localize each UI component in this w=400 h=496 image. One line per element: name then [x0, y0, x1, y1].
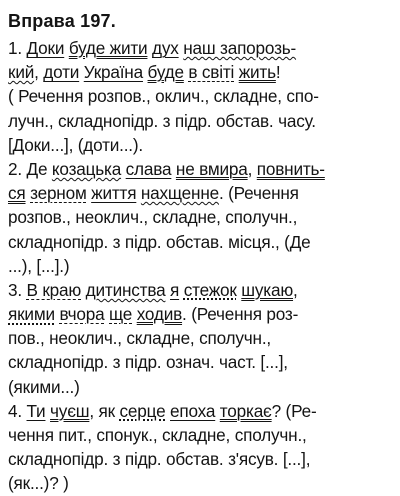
underlined-word: Україна [83, 62, 143, 83]
text-line [8, 36, 394, 60]
underlined-word: ся [8, 183, 26, 204]
underlined-word: наш запорозь- [183, 38, 297, 58]
underlined-word: Доки [26, 38, 65, 58]
text-line [8, 181, 394, 205]
text-run: ( Речення розпов., оклич., складне, спо- [8, 86, 319, 107]
text-line [8, 133, 394, 157]
underlined-word: зерном [30, 183, 87, 204]
text-run: 3. [8, 279, 27, 300]
text-line [8, 230, 394, 254]
text-run: складнопідр. з підр. обстав. з'ясув. [...], [8, 449, 311, 470]
text-line [8, 109, 394, 133]
text-run: (як...)? ) [8, 473, 69, 494]
underlined-word: буде [147, 62, 184, 83]
text-line [8, 423, 394, 447]
underlined-word: я [170, 279, 180, 300]
text-run: , [34, 62, 44, 83]
underlined-word: серце [119, 400, 166, 421]
text-line [8, 205, 394, 229]
sentence-item-3 [8, 278, 394, 399]
underlined-word: не вмира [175, 158, 248, 179]
underlined-word: вчора [59, 304, 105, 325]
text-run: [Доки...], (доти...). [8, 134, 143, 155]
underlined-word: чуєш [50, 400, 90, 421]
text-run: лучн., складнопідр. з підр. обстав. часу. [8, 110, 316, 131]
sentence-item-1 [8, 36, 394, 157]
text-run: ? (Ре- [271, 400, 317, 421]
text-run: (якими...) [8, 376, 80, 397]
text-line [8, 447, 394, 471]
text-run: , [293, 279, 298, 300]
underlined-word: шукаю [241, 279, 294, 300]
text-line [8, 157, 394, 181]
text-line [8, 399, 394, 423]
text-run: . (Речення [218, 183, 299, 204]
text-run: складнопідр. з підр. обстав. місця., (Де [8, 231, 311, 252]
underlined-word: кий [8, 62, 35, 83]
text-run: ...), [...].) [8, 255, 70, 276]
text-run: , як [89, 400, 120, 421]
text-run: складнопідр. з підр. означ. част. [...], [8, 352, 288, 373]
text-line [8, 375, 394, 399]
underlined-word: епоха [170, 400, 216, 421]
text-run: чення пит., спонук., складне, сполучн., [8, 425, 307, 445]
text-run: . (Речення роз- [182, 304, 299, 325]
text-line [8, 254, 394, 278]
underlined-word: В краю [26, 279, 82, 300]
exercise-items [8, 36, 394, 496]
text-line [8, 471, 394, 495]
underlined-word: стежок [183, 279, 237, 300]
underlined-word: доти [43, 62, 80, 83]
sentence-item-4 [8, 399, 394, 496]
text-run: ! [275, 62, 281, 83]
text-line [8, 326, 394, 350]
underlined-word: дух [152, 38, 179, 58]
underlined-word: ще [109, 304, 133, 325]
underlined-word: в світі [188, 62, 235, 83]
sentence-item-2 [8, 157, 394, 278]
underlined-word: торкає [219, 400, 272, 421]
underlined-word: козацька [51, 158, 122, 179]
underlined-word: якими [8, 304, 55, 325]
underlined-word: буде жити [68, 38, 148, 58]
text-line [8, 278, 394, 302]
underlined-word: дитинства [85, 279, 166, 300]
text-run: пов., неоклич., складне, сполучн., [8, 328, 271, 349]
underlined-word: жить [238, 62, 276, 83]
text-line [8, 84, 394, 108]
text-line [8, 302, 394, 326]
text-line [8, 60, 394, 84]
underlined-word: слава [125, 158, 172, 179]
text-run: , [247, 158, 257, 179]
underlined-word: Ти [26, 400, 46, 421]
text-run: 4. [8, 400, 27, 421]
exercise-title: Вправа 197. [8, 11, 116, 31]
text-run: 1. [8, 38, 27, 58]
text-line [8, 350, 394, 374]
underlined-word: ходив [136, 304, 183, 325]
underlined-word: повнить- [256, 158, 325, 179]
text-run: 2. Де [8, 158, 52, 179]
underlined-word: життя [91, 183, 137, 204]
text-run: розпов., неоклич., складне, сполучн., [8, 207, 298, 228]
underlined-word: нахщенне [140, 183, 219, 204]
